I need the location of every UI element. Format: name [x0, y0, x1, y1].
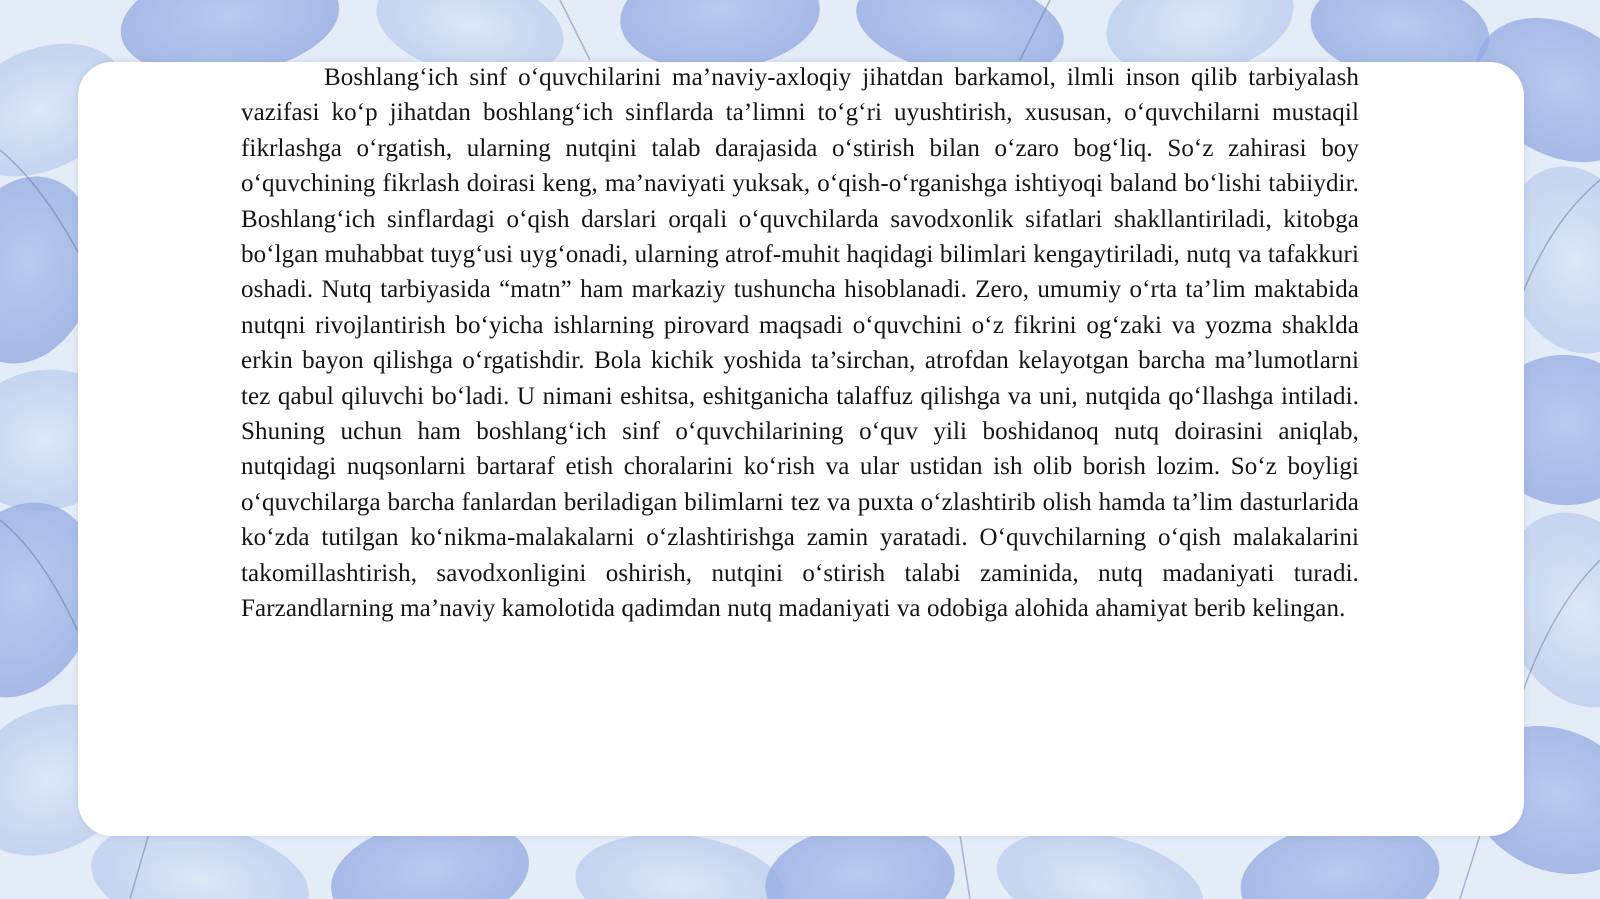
body-paragraph: Boshlang‘ich sinf o‘quvchilarini ma’naviy-axloqiy jihatdan barkamol, ilmli inson qilib tarbiyalash vazifasi ko‘p jihatdan boshlang‘ich sinflarda ta’limni to‘g‘ri uyushtirish, xususan, o‘quvchilarni mustaqil fikrlashga o‘rgatish, ularning nutqini talab darajasida o‘stirish bilan o‘zaro bog‘liq. So‘z zahirasi boy o‘quvchining fikrlash doirasi keng, ma’naviyati yuksak, o‘qish-o‘rganishga ishtiyoqi baland bo‘lishi tabiiydir. Boshlang‘ich sinflardagi o‘qish darslari orqali o‘quvchilarda savodxonlik sifatlari shakllantiriladi, kitobga bo‘lgan muhabbat tuyg‘usi uyg‘onadi, ularning atrof-muhit haqidagi bilimlari kengaytiriladi, nutq va tafakkuri oshadi. Nutq tarbiyasida “matn” ham markaziy tushuncha hisoblanadi. Zero, umumiy o‘rta ta’lim maktabida nutqni rivojlantirish bo‘yicha ishlarning pirovard maqsadi o‘quvchini o‘z fikrini og‘zaki va yozma shaklda erkin bayon qilishga o‘rgatishdir. Bola kichik yoshida ta’sirchan, atrofdan kelayotgan barcha ma’lumotlarni tez qabul qiluvchi bo‘ladi. U nimani eshitsa, eshitganicha talaffuz qilishga va uni, nutqida qo‘llashga intiladi. Shuning uchun ham boshlang‘ich sinf o‘quvchilarining o‘quv yili boshidanoq nutq doirasini aniqlab, nutqidagi nuqsonlarni bartaraf etish choralarini ko‘rish va ular ustidan ish olib borish lozim. So‘z boyligi o‘quvchilarga barcha fanlardan beriladigan bilimlarni tez va puxta o‘zlashtirib olish hamda ta’lim dasturlarida ko‘zda tutilgan ko‘nikma-malakalarni o‘zlashtirishga zamin yaratadi. O‘quvchilarning o‘qish malakalarini takomillashtirish, savodxonligini oshirish, nutqini o‘stirish talabi zaminida, nutq madaniyati turadi. Farzandlarning ma’naviy kamolotida qadimdan nutq madaniyati va odobiga alohida ahamiyat berib kelingan.	[241, 64, 1359, 623]
